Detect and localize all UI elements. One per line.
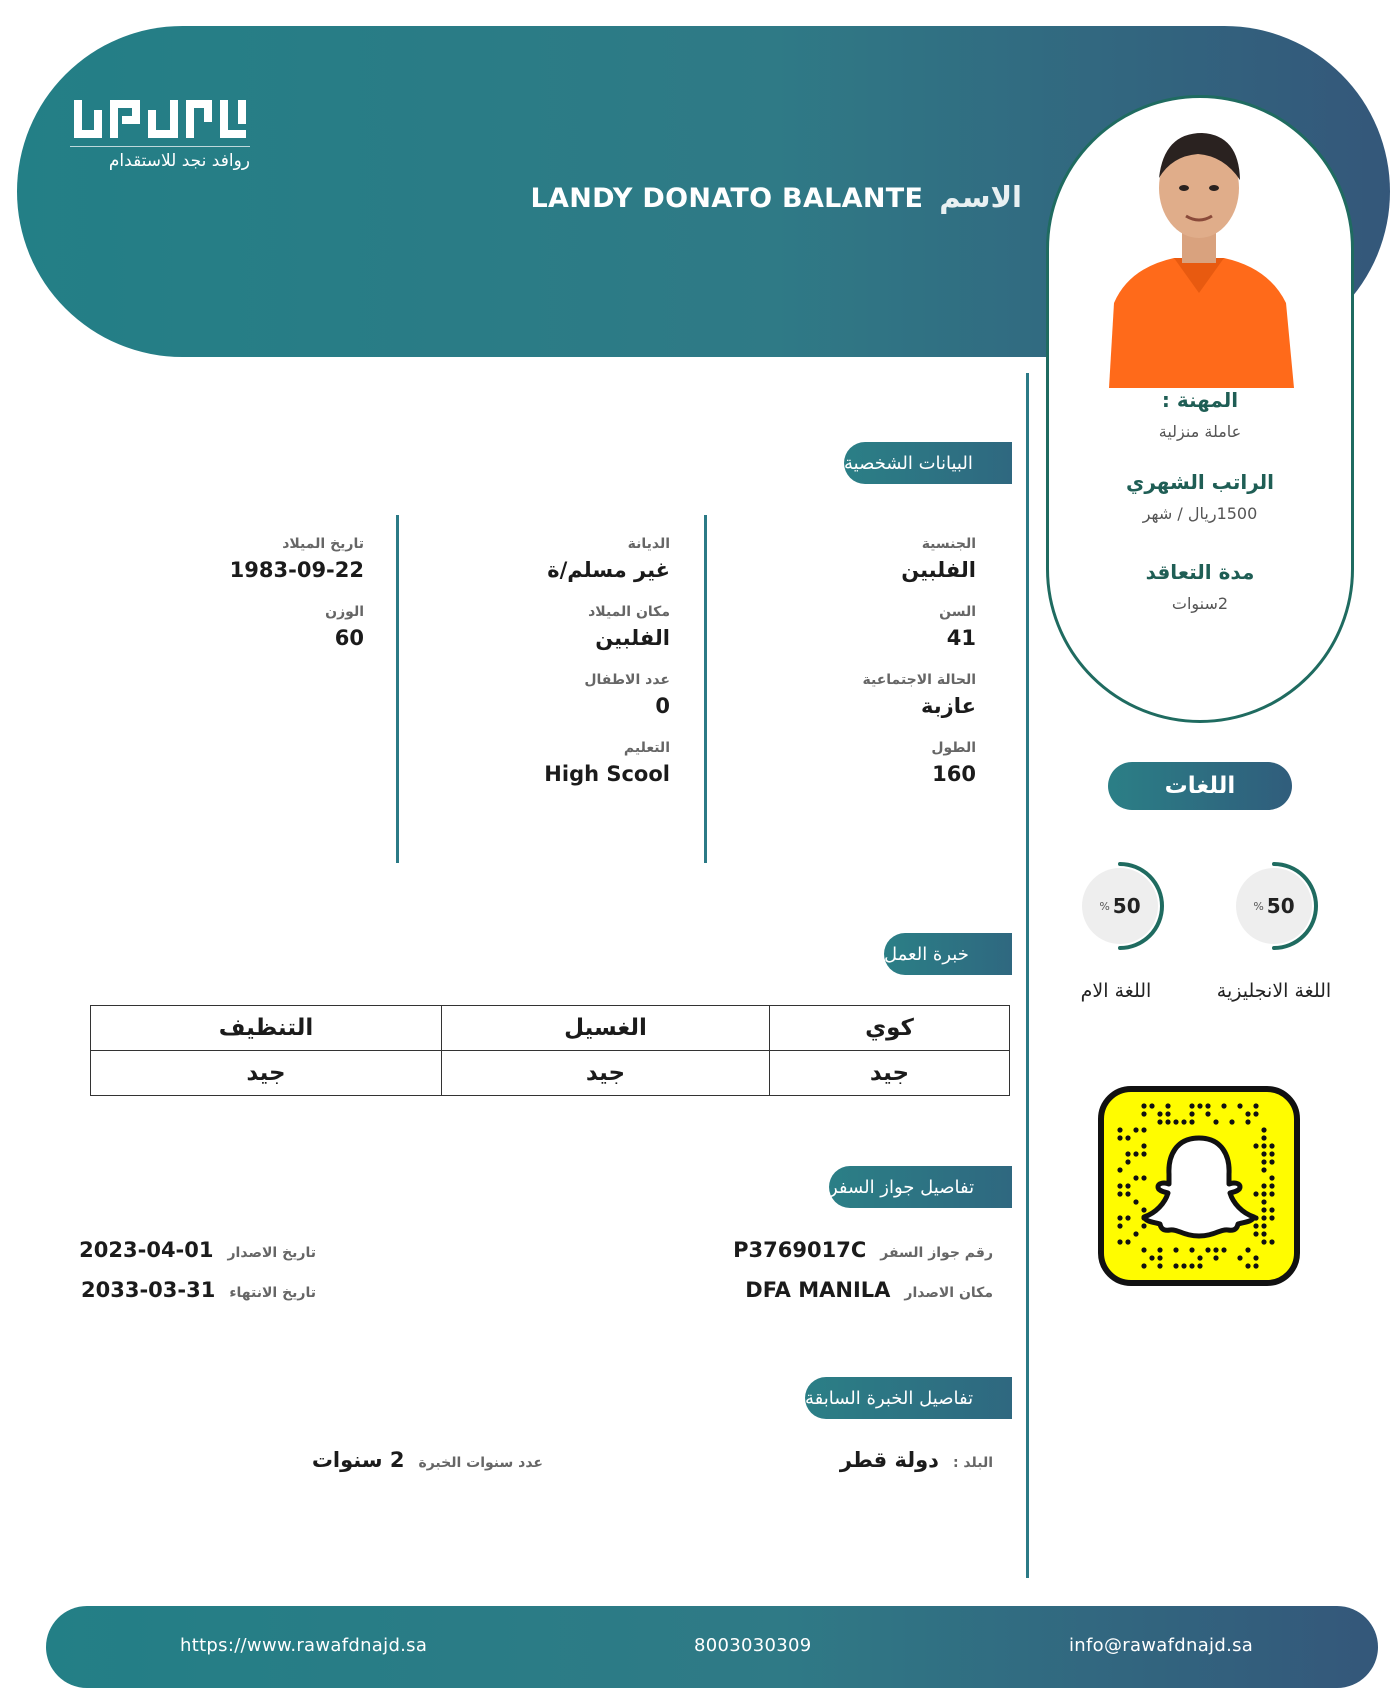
snapcode-dot	[1117, 1239, 1122, 1244]
snapcode-dot	[1245, 1111, 1250, 1116]
snapcode-dot	[1237, 1255, 1242, 1260]
snapcode-dot	[1125, 1159, 1130, 1164]
snapcode-dot	[1261, 1159, 1266, 1164]
footer-website-link[interactable]: https://www.rawafdnajd.sa	[180, 1635, 428, 1656]
snapcode-dot	[1117, 1167, 1122, 1172]
snapcode-dot	[1205, 1103, 1210, 1108]
snapcode-dot	[1253, 1191, 1258, 1196]
snapcode-dot	[1261, 1239, 1266, 1244]
snapcode-dot	[1261, 1207, 1266, 1212]
table-row	[91, 1051, 1010, 1096]
children-label: عدد الاطفال	[584, 672, 670, 688]
passport-place	[745, 1278, 993, 1302]
snapcode-dot	[1205, 1247, 1210, 1252]
religion-label: الديانة	[627, 536, 670, 552]
snapcode-dot	[1213, 1247, 1218, 1252]
personal-col-2	[460, 536, 670, 808]
snapcode-dot	[1269, 1191, 1274, 1196]
passport-number-value: P3769017C	[733, 1238, 867, 1262]
timeline-line	[1026, 373, 1029, 1578]
personal-col-3	[160, 536, 364, 672]
snapcode-dot	[1173, 1247, 1178, 1252]
profession-label: المهنة :	[1161, 388, 1239, 412]
column-separator	[396, 515, 399, 863]
snapcode-dot	[1125, 1191, 1130, 1196]
snapcode-dot	[1253, 1255, 1258, 1260]
profile-card	[1046, 95, 1354, 723]
snapcode-dot	[1125, 1151, 1130, 1156]
language-gauge-mother	[1076, 862, 1172, 958]
age-value: 41	[946, 626, 976, 650]
gauge-unit: %	[1253, 899, 1264, 913]
marital-status-label: الحالة الاجتماعية	[862, 672, 976, 688]
passport-number-label: رقم جواز السفر	[880, 1245, 993, 1261]
snapcode-dot	[1125, 1183, 1130, 1188]
passport-expiry-value: 2033-03-31	[81, 1278, 216, 1302]
nationality-value: الفلبين	[901, 558, 976, 582]
snapcode-dot	[1213, 1119, 1218, 1124]
snapcode-dot	[1141, 1111, 1146, 1116]
snapcode-dot	[1261, 1143, 1266, 1148]
snapcode-dot	[1125, 1239, 1130, 1244]
skill-header-washing: الغسيل	[442, 1006, 770, 1051]
section-previous: تفاصيل الخبرة السابقة	[805, 1377, 1012, 1419]
snapcode-dot	[1125, 1135, 1130, 1140]
profession-value: عاملة منزلية	[1158, 422, 1242, 441]
snapcode-dot	[1117, 1215, 1122, 1220]
snapcode-dot	[1221, 1103, 1226, 1108]
snapcode-dot	[1133, 1199, 1138, 1204]
snapcode-dot	[1133, 1175, 1138, 1180]
education-label: التعليم	[623, 740, 670, 756]
skill-level-ironing: جيد	[770, 1051, 1010, 1096]
logo-mark-icon	[70, 96, 250, 142]
snapcode-dot	[1117, 1183, 1122, 1188]
table-row	[91, 1006, 1010, 1051]
snapcode-dot	[1261, 1167, 1266, 1172]
previous-years	[312, 1448, 543, 1472]
education-value: High Scool	[544, 762, 670, 786]
passport-issue	[79, 1238, 316, 1262]
snapcode-dot	[1253, 1103, 1258, 1108]
height-value: 160	[932, 762, 976, 786]
passport-expiry-label: تاريخ الانتهاء	[229, 1285, 316, 1301]
skill-level-washing: جيد	[442, 1051, 770, 1096]
gauge-value: 50	[1266, 894, 1295, 918]
name-label: الاسم	[939, 180, 1022, 214]
religion-value: غير مسلم/ة	[547, 558, 670, 582]
snapcode-dot	[1197, 1103, 1202, 1108]
snapcode-dot	[1189, 1263, 1194, 1268]
snapcode-dot	[1117, 1127, 1122, 1132]
birthdate-label: تاريخ الميلاد	[282, 536, 364, 552]
salary-field	[1049, 470, 1351, 523]
snapcode-dot	[1221, 1247, 1226, 1252]
gauge-value: 50	[1112, 894, 1141, 918]
snapcode-dot	[1261, 1183, 1266, 1188]
snapcode-dot	[1141, 1263, 1146, 1268]
passport-expiry	[81, 1278, 316, 1302]
snapcode-dot	[1181, 1263, 1186, 1268]
weight-label: الوزن	[325, 604, 364, 620]
name-value: LANDY DONATO BALANTE	[530, 183, 924, 214]
snapcode-dot	[1141, 1207, 1146, 1212]
footer-phone[interactable]: 8003030309	[694, 1635, 812, 1656]
snapcode-dot	[1269, 1151, 1274, 1156]
children-value: 0	[655, 694, 670, 718]
languages-title: اللغات	[1108, 762, 1292, 810]
snapcode-dot	[1133, 1127, 1138, 1132]
snapcode-dot	[1149, 1255, 1154, 1260]
birthplace-value: الفلبين	[595, 626, 670, 650]
skill-header-cleaning: التنظيف	[91, 1006, 442, 1051]
worker-photo	[1074, 108, 1324, 388]
snapchat-snapcode-icon[interactable]	[1098, 1086, 1300, 1286]
footer-email-link[interactable]: info@rawafdnajd.sa	[1069, 1635, 1254, 1656]
snapcode-dot	[1157, 1111, 1162, 1116]
country-label: البلد :	[952, 1455, 993, 1471]
snapcode-dot	[1157, 1119, 1162, 1124]
snapcode-dot	[1253, 1231, 1258, 1236]
snapcode-dot	[1141, 1143, 1146, 1148]
snapcode-dot	[1189, 1111, 1194, 1116]
section-personal: البيانات الشخصية	[844, 442, 1012, 484]
snapcode-dot	[1261, 1151, 1266, 1156]
section-passport: تفاصيل جواز السفر	[829, 1166, 1012, 1208]
snapcode-dot	[1269, 1215, 1274, 1220]
snapcode-dot	[1117, 1191, 1122, 1196]
snapcode-dot	[1125, 1215, 1130, 1220]
salary-label: الراتب الشهري	[1126, 470, 1274, 494]
passport-issue-label: تاريخ الاصدار	[227, 1245, 316, 1261]
profession-field	[1049, 388, 1351, 441]
snapcode-dot	[1173, 1263, 1178, 1268]
language-name-mother: اللغة الام	[1080, 980, 1152, 1002]
snapcode-dot	[1253, 1143, 1258, 1148]
snapcode-dot	[1149, 1103, 1154, 1108]
snapcode-dot	[1253, 1263, 1258, 1268]
previous-country	[840, 1448, 993, 1472]
snapcode-dot	[1165, 1111, 1170, 1116]
snapcode-dot	[1229, 1119, 1234, 1124]
snapcode-dot	[1245, 1263, 1250, 1268]
snapcode-dot	[1261, 1231, 1266, 1236]
snapcode-dot	[1157, 1247, 1162, 1252]
snapcode-dot	[1141, 1175, 1146, 1180]
snapcode-dot	[1269, 1207, 1274, 1212]
age-label: السن	[939, 604, 976, 620]
snapcode-dot	[1117, 1135, 1122, 1140]
years-label: عدد سنوات الخبرة	[418, 1455, 543, 1471]
snapcode-dot	[1189, 1103, 1194, 1108]
weight-value: 60	[334, 626, 364, 650]
snapcode-dot	[1157, 1255, 1162, 1260]
personal-col-1	[750, 536, 976, 808]
snapcode-dot	[1197, 1263, 1202, 1268]
snapcode-dot	[1253, 1223, 1258, 1228]
snapcode-dot	[1261, 1191, 1266, 1196]
nationality-label: الجنسية	[921, 536, 976, 552]
language-gauge-english	[1230, 862, 1326, 958]
country-value: دولة قطر	[839, 1448, 939, 1472]
snapcode-dot	[1269, 1183, 1274, 1188]
snapcode-dot	[1269, 1143, 1274, 1148]
snapcode-dot	[1237, 1103, 1242, 1108]
snapcode-dot	[1269, 1175, 1274, 1180]
snapcode-dot	[1261, 1223, 1266, 1228]
snapcode-dot	[1189, 1119, 1194, 1124]
language-name-english: اللغة الانجليزية	[1216, 980, 1332, 1002]
company-logo	[70, 96, 260, 171]
birthplace-label: مكان الميلاد	[588, 604, 670, 620]
snapcode-dot	[1261, 1199, 1266, 1204]
snapcode-dot	[1269, 1159, 1274, 1164]
gauge-unit: %	[1099, 899, 1110, 913]
snapcode-dot	[1261, 1127, 1266, 1132]
snapcode-dot	[1141, 1103, 1146, 1108]
snapcode-dot	[1261, 1135, 1266, 1140]
snapcode-dot	[1117, 1223, 1122, 1228]
snapcode-dot	[1141, 1223, 1146, 1228]
snapcode-dot	[1141, 1151, 1146, 1156]
footer-band	[46, 1606, 1378, 1688]
section-experience: خبرة العمل	[884, 933, 1012, 975]
name-row	[531, 180, 1022, 214]
snapcode-dot	[1269, 1239, 1274, 1244]
snapcode-dot	[1245, 1247, 1250, 1252]
passport-place-label: مكان الاصدار	[904, 1285, 993, 1301]
contract-label: مدة التعاقد	[1145, 560, 1255, 584]
passport-issue-value: 2023-04-01	[79, 1238, 214, 1262]
birthdate-value: 1983-09-22	[229, 558, 364, 582]
contract-value: 2سنوات	[1171, 594, 1229, 613]
snapcode-dot	[1197, 1255, 1202, 1260]
snapcode-dot	[1157, 1263, 1162, 1268]
height-label: الطول	[931, 740, 976, 756]
snapcode-dot	[1133, 1231, 1138, 1236]
passport-place-value: DFA MANILA	[745, 1278, 891, 1302]
skill-level-cleaning: جيد	[91, 1051, 442, 1096]
logo-tagline: روافد نجد للاستقدام	[108, 151, 250, 171]
passport-number	[733, 1238, 993, 1262]
snapcode-dot	[1189, 1247, 1194, 1252]
snapcode-dot	[1245, 1119, 1250, 1124]
snapcode-dot	[1213, 1255, 1218, 1260]
snapcode-dot	[1173, 1119, 1178, 1124]
snapcode-dot	[1141, 1247, 1146, 1252]
snapcode-dot	[1205, 1111, 1210, 1116]
snapcode-dot	[1261, 1215, 1266, 1220]
column-separator	[704, 515, 707, 863]
snapcode-dot	[1253, 1111, 1258, 1116]
snapcode-dot	[1141, 1127, 1146, 1132]
skill-header-ironing: كوي	[770, 1006, 1010, 1051]
skills-table	[90, 1005, 1010, 1096]
salary-value: 1500ريال / شهر	[1142, 504, 1258, 523]
years-value: 2 سنوات	[311, 1448, 405, 1472]
snapcode-dot	[1181, 1119, 1186, 1124]
snapcode-dot	[1165, 1119, 1170, 1124]
snapcode-dot	[1165, 1103, 1170, 1108]
marital-status-value: عازبة	[921, 694, 976, 718]
contract-field	[1049, 560, 1351, 613]
snapcode-dot	[1133, 1151, 1138, 1156]
